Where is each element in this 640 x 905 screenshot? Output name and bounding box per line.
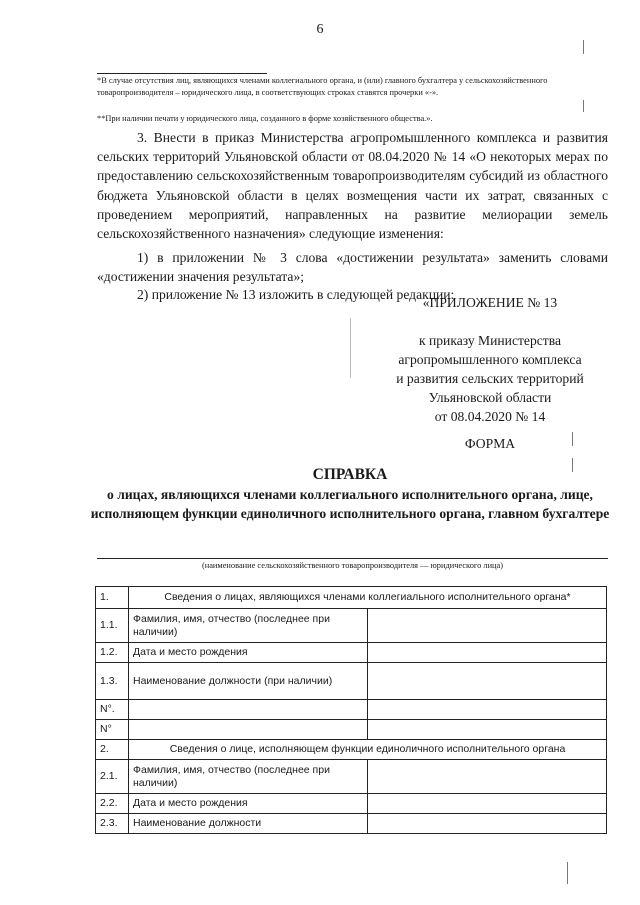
row-label — [129, 720, 368, 740]
scan-mark — [350, 318, 351, 378]
table-row — [96, 609, 607, 643]
table-row — [96, 794, 607, 814]
row-number: N°. — [96, 700, 129, 720]
document-subtitle: о лицах, являющихся членами коллегиального исполнительного органа, лице, исполняющем функции единоличного исполнительного органа, главном бухгалтере — [90, 487, 610, 521]
row-value[interactable] — [368, 609, 607, 643]
appendix-line-3: и развития сельских территорий — [396, 371, 584, 386]
amendment-item-2: 2) приложение № 13 изложить в следующей редакции: — [137, 287, 455, 302]
row-label: Дата и место рождения — [129, 643, 368, 663]
table-row — [96, 643, 607, 663]
footnote-divider — [97, 73, 267, 74]
scan-mark — [583, 100, 584, 112]
table-row — [96, 720, 607, 740]
section-heading: Сведения о лице, исполняющем функции единоличного исполнительного органа — [129, 740, 607, 760]
scan-mark — [572, 458, 573, 472]
form-label: ФОРМА — [464, 436, 516, 451]
row-number: 2. — [96, 740, 129, 760]
row-label: Дата и место рождения — [129, 794, 368, 814]
entity-name-line — [97, 558, 608, 559]
row-label: Фамилия, имя, отчество (последнее при наличии) — [129, 609, 368, 643]
info-table — [95, 586, 607, 834]
table-row — [96, 740, 607, 760]
row-value[interactable] — [368, 760, 607, 794]
appendix-line-2: агропромышленного комплекса — [398, 352, 582, 367]
document-title: СПРАВКА — [312, 466, 388, 483]
row-number: 2.1. — [96, 760, 129, 794]
row-label: Наименование должности — [129, 814, 368, 834]
table-row — [96, 587, 607, 609]
table-row — [96, 760, 607, 794]
row-number: 1.2. — [96, 643, 129, 663]
row-number: 1. — [96, 587, 129, 609]
row-value[interactable] — [368, 643, 607, 663]
row-label — [129, 700, 368, 720]
appendix-line-4: Ульяновской области — [428, 390, 552, 405]
section-heading: Сведения о лицах, являющихся членами коллегиального исполнительного органа* — [129, 587, 607, 609]
paragraph-3: 3. Внести в приказ Министерства агропромышленного комплекса и развития сельских территорий Ульяновской области от 08.04.2020 № 14 «О некоторых мерах по предоставлению сельскохозяйственным товаропроизводителям субсидий из областного бюджета Ульяновской области в целях возмещения части их затрат, связанных с проведением мероприятий, направленных на развитие мелиорации земель сельскохозяйственного назначения» следующие изменения: — [97, 130, 608, 242]
scan-mark — [583, 40, 584, 54]
appendix-line-5: от 08.04.2020 № 14 — [434, 409, 546, 424]
page-number: 6 — [316, 22, 324, 37]
row-value[interactable] — [368, 720, 607, 740]
row-value[interactable] — [368, 663, 607, 700]
row-label: Наименование должности (при наличии) — [129, 663, 368, 700]
row-number: N° — [96, 720, 129, 740]
table-row — [96, 663, 607, 700]
row-number: 1.3. — [96, 663, 129, 700]
scan-mark — [567, 862, 568, 884]
row-label: Фамилия, имя, отчество (последнее при наличии) — [129, 760, 368, 794]
row-value[interactable] — [368, 814, 607, 834]
table-row — [96, 700, 607, 720]
row-value[interactable] — [368, 700, 607, 720]
table-row — [96, 814, 607, 834]
footnote-1: *В случае отсутствия лиц, являющихся членами коллегиального органа, и (или) главного бухгалтера у сельскохозяйственного товаропроизводителя – юридического лица, в соответствующих строках ставятся прочерки «-». — [97, 76, 548, 97]
amendment-item-1: 1) в приложении № 3 слова «достижении результата» заменить словами «достижении значения результата»; — [97, 250, 608, 285]
row-number: 1.1. — [96, 609, 129, 643]
appendix-line-1: к приказу Министерства — [418, 333, 562, 348]
row-value[interactable] — [368, 794, 607, 814]
row-number: 2.2. — [96, 794, 129, 814]
row-number: 2.3. — [96, 814, 129, 834]
scan-mark — [572, 432, 573, 446]
entity-name-caption: (наименование сельскохозяйственного товаропроизводителя — юридического лица) — [201, 561, 504, 570]
footnote-2: **При наличии печати у юридического лица, созданного в форме хозяйственного общества.». — [97, 114, 433, 123]
appendix-heading: «ПРИЛОЖЕНИЕ № 13 — [422, 295, 558, 310]
